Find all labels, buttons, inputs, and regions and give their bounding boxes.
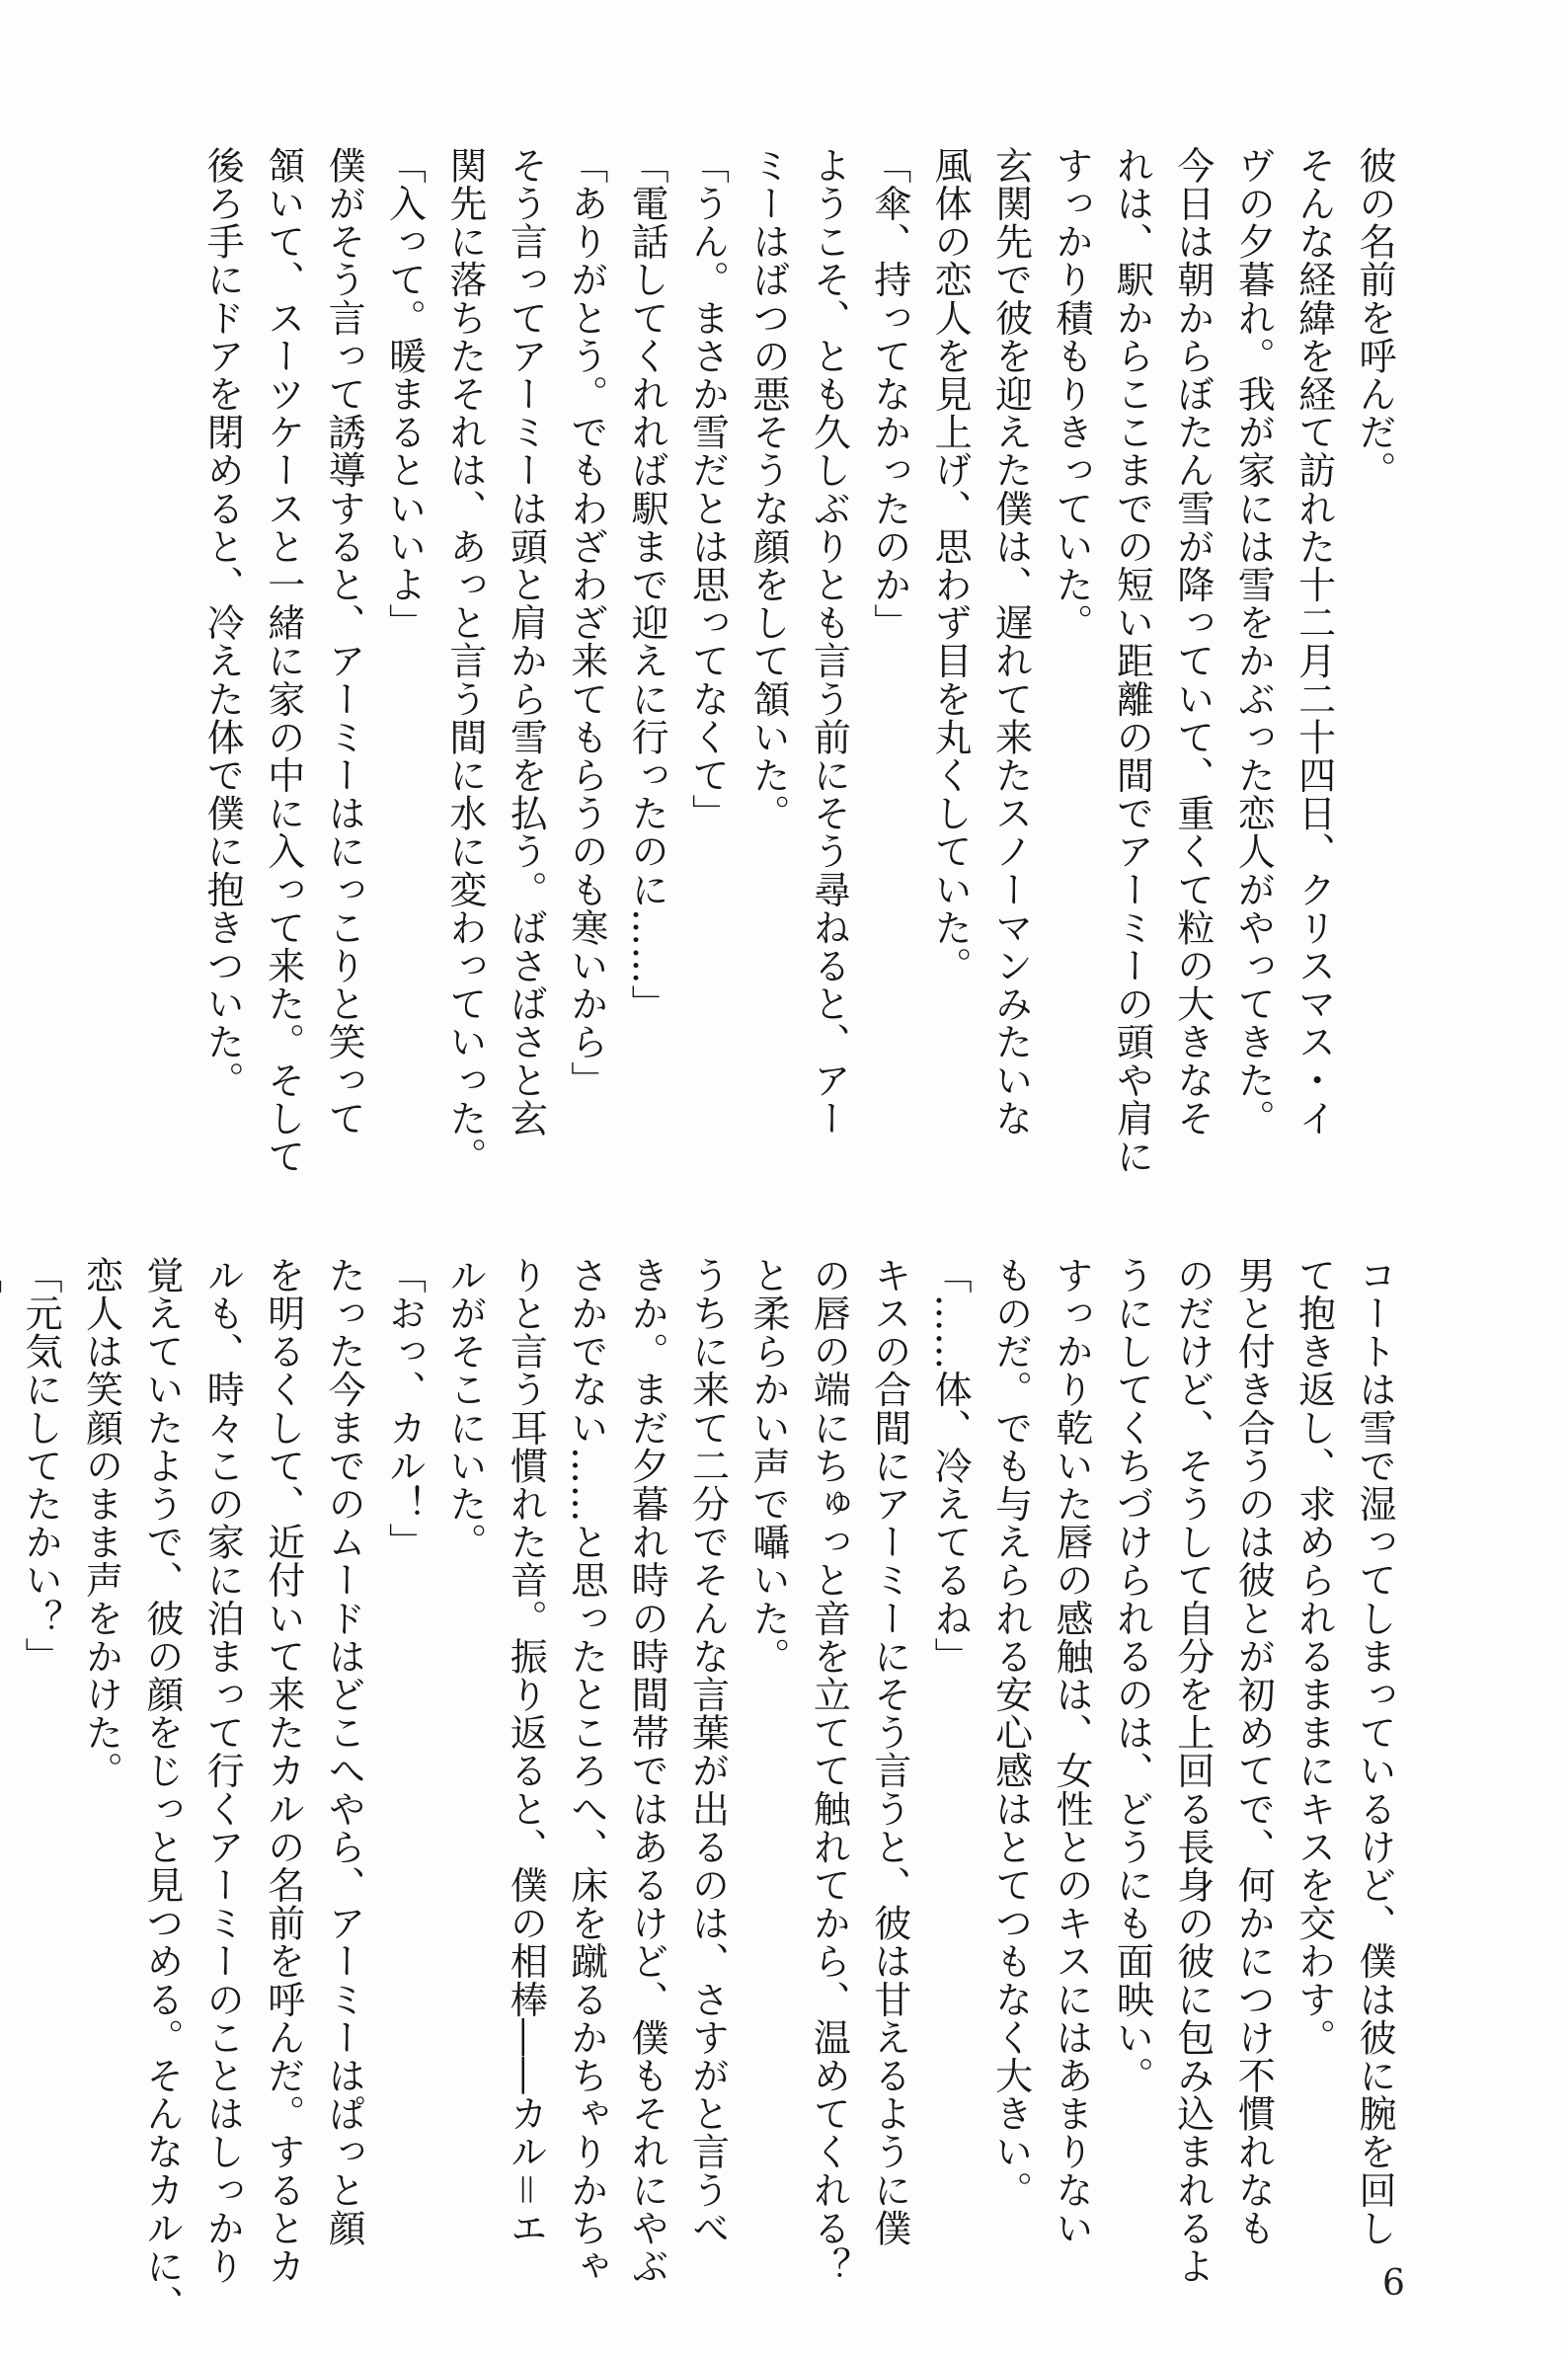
text-line: 「入って。暖まるといいよ」 — [382, 146, 427, 642]
lower-text-block — [19, 1256, 1404, 2323]
text-line: 「電話してくれれば駅まで迎えに行ったのに……」 — [625, 146, 669, 1023]
text-line: うちに来て二分でそんな言葉が出るのは、さすがと言うべ — [685, 1256, 730, 2247]
text-line: の唇の端にちゅっと音を立てて触れてから、温めてくれる？ — [807, 1256, 851, 2286]
text-line: 「傘、持ってなかったのか」 — [867, 146, 911, 642]
text-line: さかでない……と思ったところへ、床を蹴るかちゃりかちゃ — [564, 1256, 608, 2286]
text-line: 「ありがとう。でもわざわざ来てもらうのも寒いから」 — [564, 146, 608, 1099]
text-line: うにしてくちづけられるのは、どうにも面映い。 — [1110, 1256, 1154, 2095]
text-line: 今日は朝からぼたん雪が降っていて、重くて粒の大きなそ — [1170, 146, 1215, 1138]
text-line: そう言ってアーミーは頭と肩から雪を払う。ばさばさと玄 — [504, 146, 548, 1138]
text-line: 僕がそう言って誘導すると、アーミーはにっこりと笑って — [322, 146, 366, 1138]
text-line: を明るくして、近付いて来たカルの名前を呼んだ。するとカ — [261, 1256, 305, 2286]
text-line: 風体の恋人を見上げ、思わず目を丸くしていた。 — [928, 146, 973, 985]
upper-text-block — [91, 146, 1404, 1176]
text-line: 彼の名前を呼んだ。 — [1353, 146, 1396, 490]
text-line: 後ろ手にドアを閉めると、冷えた体で僕に抱きついた。 — [200, 146, 245, 1099]
page-number: 6 — [1382, 2263, 1405, 2304]
text-line — [0, 1256, 10, 2194]
text-line: ミーはばつの悪そうな顔をして頷いた。 — [745, 146, 790, 832]
text-line: ルがそこにいた。 — [442, 1256, 487, 1561]
text-line: きか。まだ夕暮れ時の時間帯ではあるけど、僕もそれにやぶ — [625, 1256, 669, 2286]
text-line: 恋人は笑顔のまま声をかけた。 — [79, 1256, 123, 1790]
text-line: 「おっ、カル！」 — [382, 1256, 427, 1561]
text-line: 関先に落ちたそれは、あっと言う間に水に変わっていった。 — [442, 146, 487, 1176]
text-line: 男と付き合うのは彼とが初めてで、何かにつけ不慣れなも — [1231, 1256, 1276, 2247]
text-line: 「元気にしてたかい？」 — [19, 1256, 63, 1676]
text-line: れは、駅からここまでの短い距離の間でアーミーの頭や肩に — [1110, 146, 1154, 1176]
text-line: ヴの夕暮れ。我が家には雪をかぶった恋人がやってきた。 — [1231, 146, 1276, 1138]
text-line: すっかり積もりきっていた。 — [1049, 146, 1093, 642]
text-line: そんな経緯を経て訪れた十二月二十四日、クリスマス・イ — [1292, 146, 1336, 1138]
text-line: キスの合間にアーミーにそう言うと、彼は甘えるように僕 — [867, 1256, 911, 2247]
text-line: ルも、時々この家に泊まって行くアーミーのことはしっかり — [200, 1256, 245, 2286]
text-line: 玄関先で彼を迎えた僕は、遅れて来たスノーマンみたいな — [988, 146, 1033, 1138]
text-line: のだけど、そうして自分を上回る長身の彼に包み込まれるよ — [1170, 1256, 1215, 2286]
text-line: りと言う耳慣れた音。振り返ると、僕の相棒――カル＝エ — [504, 1256, 548, 2247]
text-line: 「うん。まさか雪だとは思ってなくて」 — [685, 146, 730, 832]
text-line: て抱き返し、求められるままにキスを交わす。 — [1292, 1256, 1336, 2057]
text-line: 「……体、冷えてるね」 — [928, 1256, 973, 1676]
text-line: コートは雪で湿ってしまっているけど、僕は彼に腕を回し — [1353, 1256, 1396, 2247]
text-line: 覚えていたようで、彼の顔をじっと見つめる。そんなカルに、 — [139, 1256, 184, 2323]
text-line: と柔らかい声で囁いた。 — [745, 1256, 790, 1676]
text-line: たった今までのムードはどこへやら、アーミーはぱっと顔 — [322, 1256, 366, 2247]
text-line: ようこそ、とも久しぶりとも言う前にそう尋ねると、アー — [807, 146, 851, 1138]
text-line: 頷いて、スーツケースと一緒に家の中に入って来た。そして — [261, 146, 305, 1176]
text-line: すっかり乾いた唇の感触は、女性とのキスにはあまりない — [1049, 1256, 1093, 2247]
text-line: ものだ。でも与えられる安心感はとてつもなく大きい。 — [988, 1256, 1033, 2209]
